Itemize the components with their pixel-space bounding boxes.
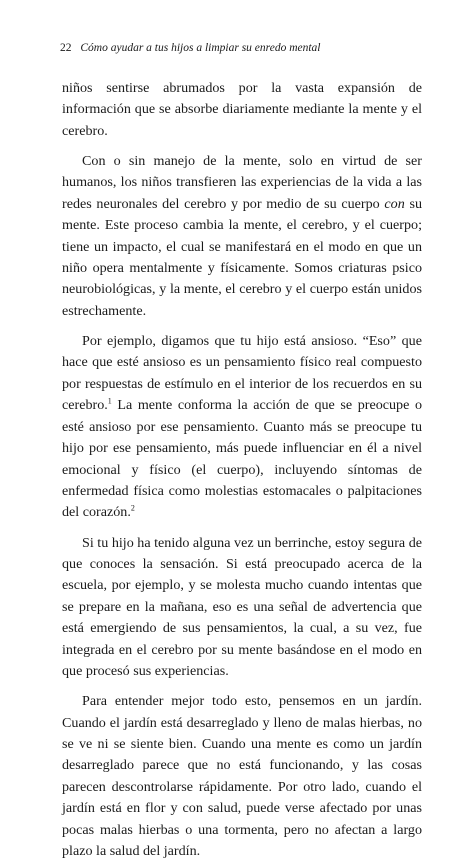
paragraph	[62, 331, 422, 524]
paragraph-text: Por ejemplo, digamos que tu hijo está ansioso. “Eso” que hace que esté ansioso es un pensamiento físico real compuesto por respuestas de estímulo en el interior de los recuerdos en su cerebro.	[62, 333, 422, 414]
running-head	[60, 42, 420, 54]
paragraph-text: su mente. Este proceso cambia la mente, el cerebro, y el cuerpo; tiene un impacto, el cual se manifestará en el modo en que un niño opera mentalmente y físicamente. Somos criaturas psico neurobiológicas, y la mente, el cerebro y el cuerpo están unidos estrechamente.	[62, 195, 422, 319]
paragraph-text: niños sentirse abrumados por la vasta expansión de información que se absorbe diariamente mediante la mente y el cerebro.	[62, 80, 422, 139]
paragraph	[62, 78, 422, 142]
page-number: 22	[60, 42, 72, 54]
footnote-marker: 1	[107, 396, 112, 406]
paragraph-text: Si tu hijo ha tenido alguna vez un berrinche, estoy segura de que conoces la sensación. Si está preocupado acerca de la escuela, por ejemplo, y se molesta mucho cuando intentas que se prepare en la mañana, eso es una señal de advertencia que está emergiendo de sus pensamientos, la cual, a su vez, fue integrada en el cerebro por su mente basándose en el modo en que procesó sus experiencias.	[62, 534, 422, 679]
book-title: Cómo ayudar a tus hijos a limpiar su enredo mental	[80, 42, 321, 54]
paragraph-text: La mente conforma la acción de que se preocupe o esté ansioso por ese pensamiento. Cuanto más se preocupe tu hijo por ese pensamiento, más puede influenciar en él a nivel emocional y físico (el cuerpo), incluyendo síntomas de enfermedad física como molestias estomacales o palpitaciones del corazón.	[62, 397, 422, 521]
body-text	[62, 78, 422, 862]
paragraph	[62, 533, 422, 683]
paragraph	[62, 691, 422, 862]
paragraph	[62, 151, 422, 322]
emphasis-text: con	[384, 195, 405, 212]
paragraph-text: Para entender mejor todo esto, pensemos en un jardín. Cuando el jardín está desarreglado y lleno de malas hierbas, no se ve ni se siente bien. Cuando una mente es como un jardín desarreglado parece que no está funcionando, y las cosas parecen descontrolarse rápidamente. Por otro lado, cuando el jardín está en flor y con salud, puede verse afectado por unas pocas malas hierbas o una tormenta, pero no afectan a largo plazo la salud del jardín.	[62, 693, 422, 859]
paragraph-text: Con o sin manejo de la mente, solo en virtud de ser humanos, los niños transfieren las experiencias de la vida a las redes neuronales del cerebro y por medio de su cuerpo	[62, 153, 422, 212]
footnote-marker: 2	[130, 503, 135, 513]
